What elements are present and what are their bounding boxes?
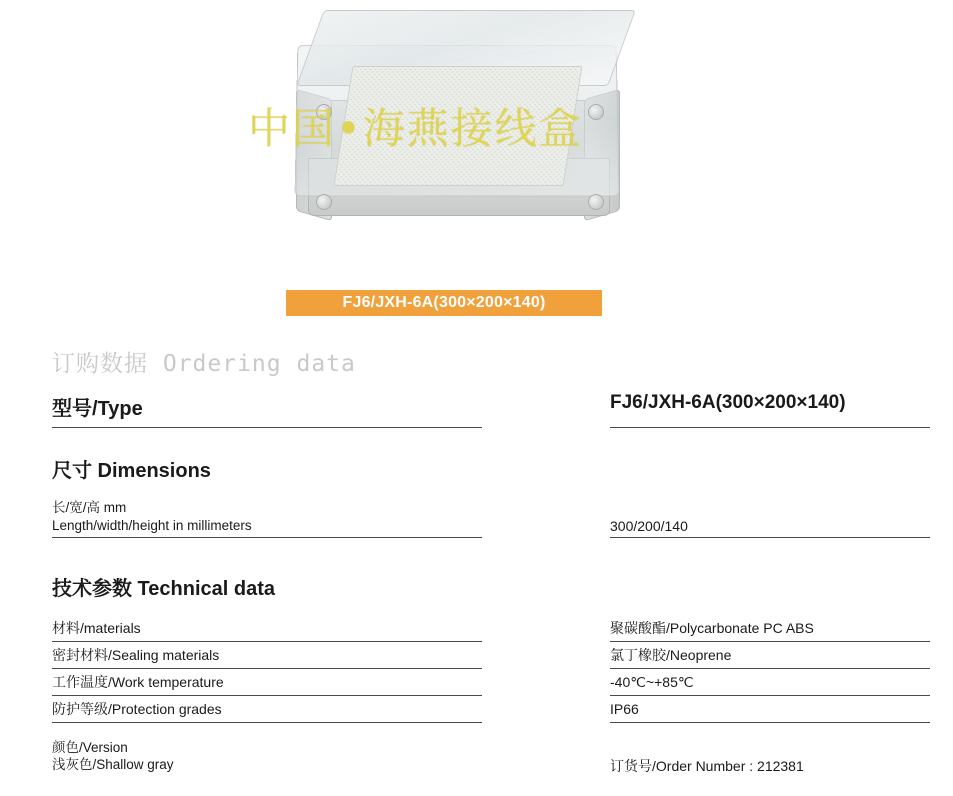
ordering-data-heading: 订购数据 Ordering data xyxy=(52,351,356,377)
material-value: 聚碳酸酯/Polycarbonate PC ABS xyxy=(610,615,930,642)
table-row xyxy=(0,615,953,642)
work-temperature-label: 工作温度/Work temperature xyxy=(52,669,482,696)
product-image-area xyxy=(0,0,953,285)
version-label-cell xyxy=(52,737,482,777)
dimensions-label xyxy=(52,497,482,538)
technical-section-title: 技术参数 Technical data xyxy=(52,578,276,601)
protection-grade-label: 防护等级/Protection grades xyxy=(52,696,482,723)
perforated-inner-plate xyxy=(333,66,582,186)
dimensions-value: 300/200/140 xyxy=(610,518,688,535)
dimensions-section-title: 尺寸 Dimensions xyxy=(52,460,211,482)
dimensions-label-cn: 长/宽/高 mm xyxy=(52,500,127,515)
sealing-value: 氯丁橡胶/Neoprene xyxy=(610,642,930,669)
type-row xyxy=(0,392,953,428)
version-row xyxy=(0,737,953,777)
sealing-label: 密封材料/Sealing materials xyxy=(52,642,482,669)
table-row xyxy=(0,669,953,696)
order-number-cell xyxy=(610,737,930,777)
order-number: 订货号/Order Number : 212381 xyxy=(610,758,804,775)
work-temperature-value: -40℃~+85℃ xyxy=(610,669,930,696)
dimensions-label-en: Length/width/height in millimeters xyxy=(52,517,252,533)
version-value: 浅灰色/Shallow gray xyxy=(52,757,174,773)
junction-box-illustration xyxy=(288,8,648,258)
specification-table xyxy=(0,392,953,777)
type-label: 型号/Type xyxy=(52,392,482,428)
dimensions-row xyxy=(0,497,953,538)
material-label: 材料/materials xyxy=(52,615,482,642)
screw-icon xyxy=(588,104,604,120)
image-watermark: 中国•海燕接线盒 xyxy=(248,104,583,153)
version-label: 颜色/Version xyxy=(52,739,128,755)
protection-grade-value: IP66 xyxy=(610,696,930,723)
type-value: FJ6/JXH-6A(300×200×140) xyxy=(610,392,930,428)
dimensions-value-cell xyxy=(610,497,930,538)
technical-section xyxy=(0,572,953,601)
model-caption-bar: FJ6/JXH-6A(300×200×140) xyxy=(286,290,602,316)
dimensions-section xyxy=(0,454,953,483)
table-row xyxy=(0,696,953,723)
screw-icon xyxy=(316,104,332,120)
screw-icon xyxy=(316,194,332,210)
screw-icon xyxy=(588,194,604,210)
table-row xyxy=(0,642,953,669)
